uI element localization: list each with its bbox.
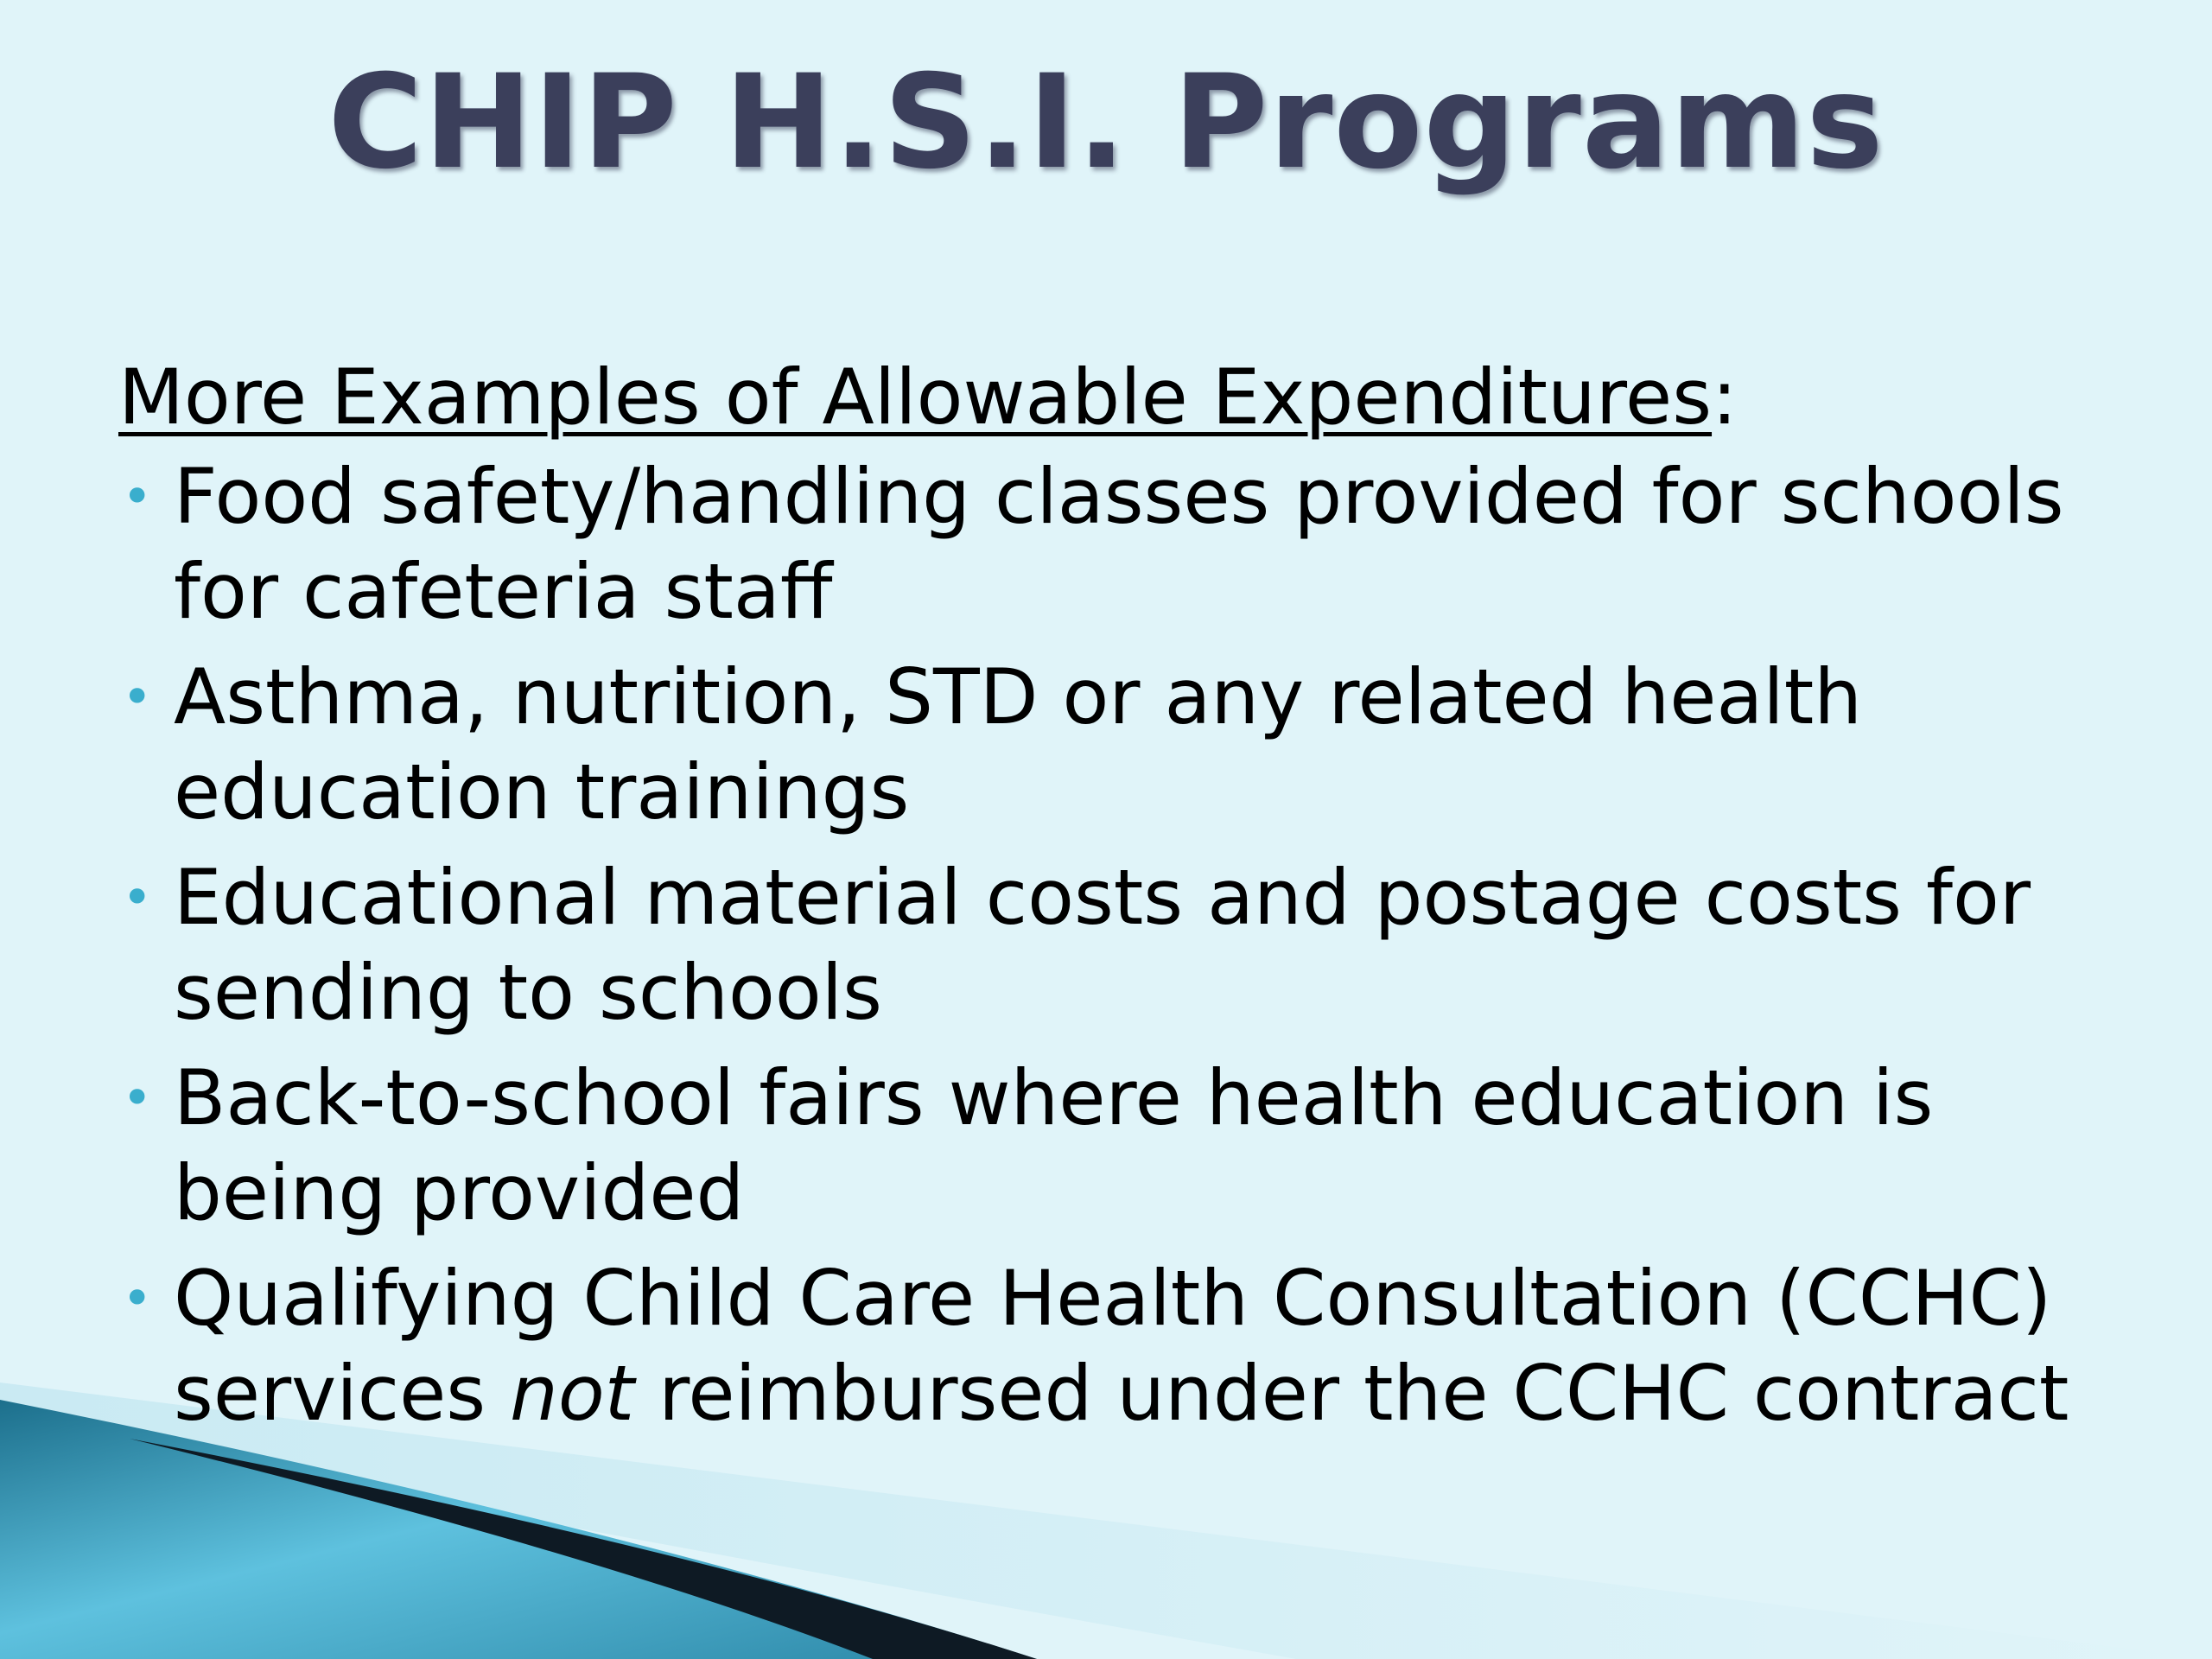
bullet-icon: • (122, 1268, 153, 1329)
slide-title: CHIP H.S.I. Programs (327, 48, 1885, 198)
bullet-text: Food safety/handling classes provided for schools for cafeteria staff (174, 452, 2064, 636)
subheading (118, 353, 2140, 442)
bullet-text: Back-to-school fairs where health education is being provided (174, 1053, 1934, 1237)
list-item (118, 1251, 2140, 1441)
list-item (118, 449, 2140, 639)
slide-body (118, 353, 2140, 1452)
list-item (118, 1051, 2140, 1241)
bullet-icon: • (122, 868, 153, 928)
subheading-colon: : (1712, 353, 1738, 442)
bullet-text-emphasis: not (510, 1349, 635, 1438)
bullet-icon: • (122, 667, 153, 728)
list-item (118, 650, 2140, 840)
bullet-text: Asthma, nutrition, STD or any related health education trainings (174, 652, 1863, 836)
bullet-icon: • (122, 467, 153, 527)
bullet-text-before: Qualifying Child Care Health Consultation (CCHC) services (174, 1254, 2052, 1438)
subheading-text: More Examples of Allowable Expenditures (118, 353, 1713, 442)
bullet-list (118, 449, 2140, 1441)
bullet-text-after: reimbursed under the CCHC contract (634, 1349, 2069, 1438)
bullet-text (174, 1251, 2140, 1441)
bullet-icon: • (122, 1068, 153, 1128)
list-item (118, 850, 2140, 1040)
bullet-text: Educational material costs and postage costs for sending to schools (174, 853, 2031, 1037)
